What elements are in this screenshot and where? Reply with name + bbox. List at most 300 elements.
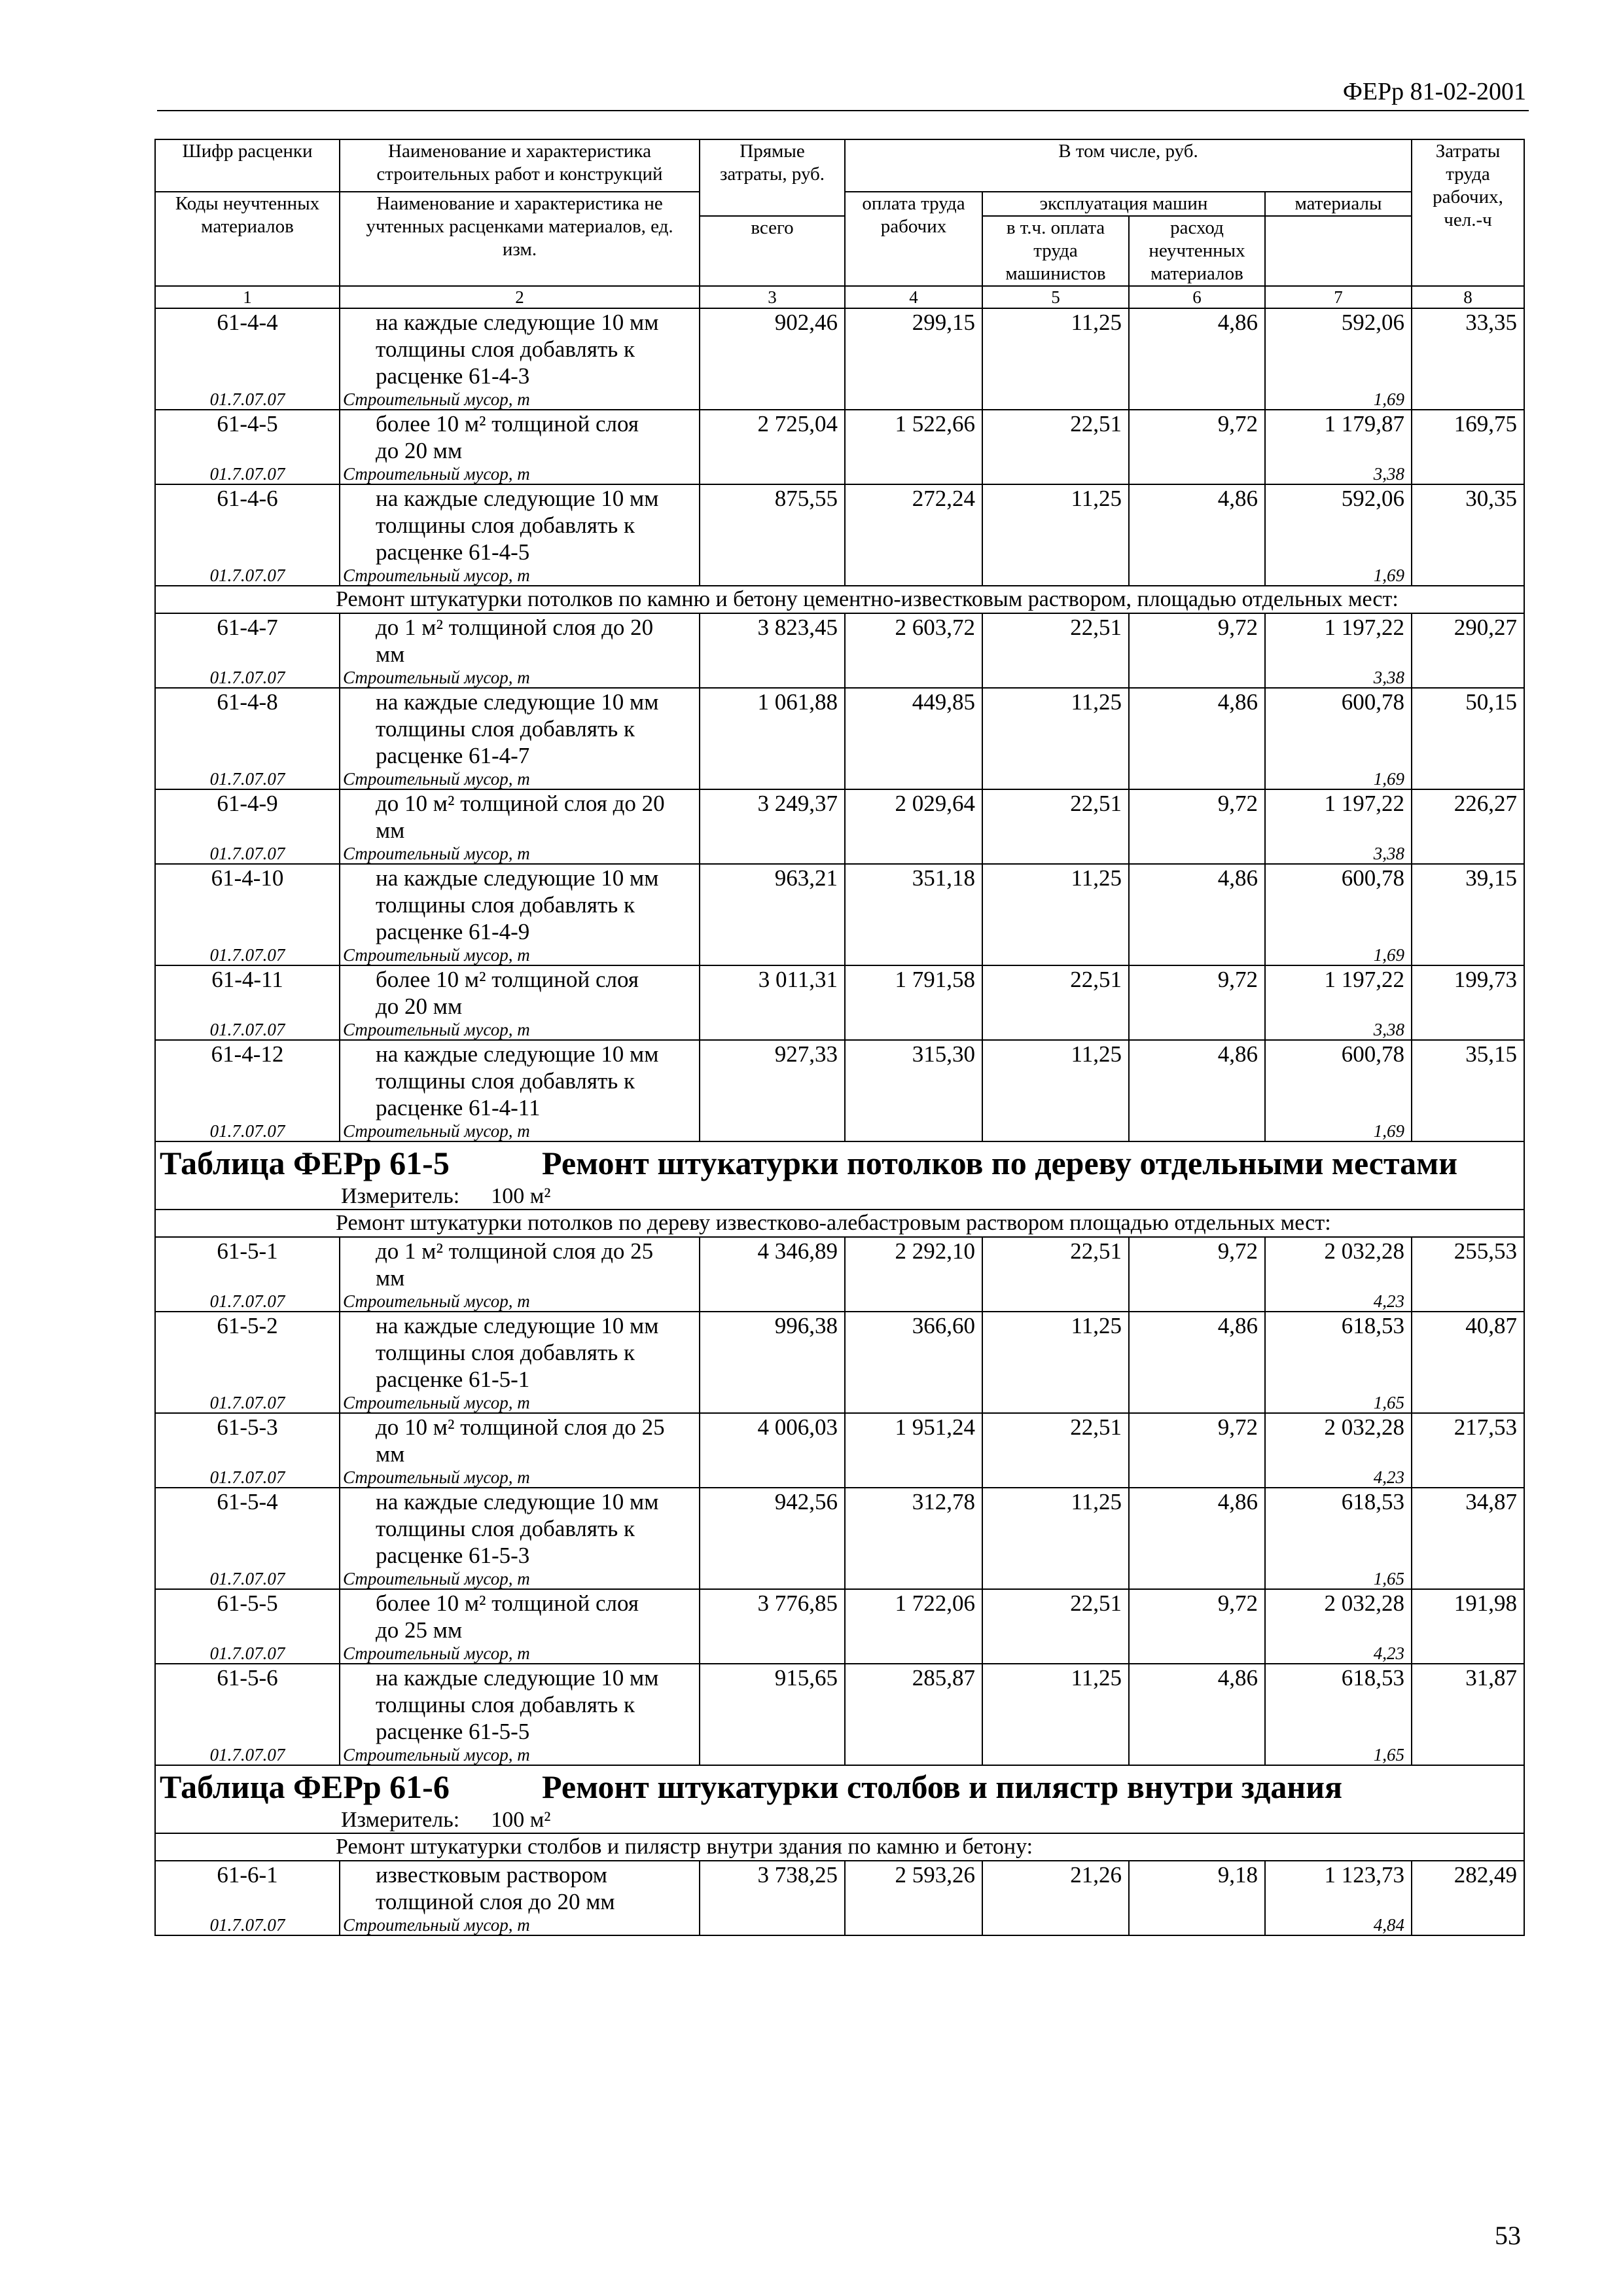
value: 169,75 <box>1454 411 1517 437</box>
work-description-line: более 10 м² толщиной слоя <box>376 967 639 992</box>
column-number: 1 <box>155 286 340 308</box>
rate-cell <box>155 1488 340 1589</box>
value-labor-hours <box>1412 1664 1524 1765</box>
work-description-line: на каждые следующие 10 мм <box>376 1041 659 1067</box>
work-description-line: расценке 61-5-3 <box>376 1543 530 1568</box>
value-materials <box>1265 789 1412 864</box>
value: 902,46 <box>774 310 838 335</box>
work-description-line: мм <box>376 641 405 667</box>
material-name: Строительный мусор, т <box>343 464 530 484</box>
table-row <box>155 864 1524 965</box>
value: 11,25 <box>1071 1489 1122 1515</box>
value-labor-hours <box>1412 1861 1524 1935</box>
value-labor-hours <box>1412 1040 1524 1141</box>
material-code: 01.7.07.07 <box>209 945 285 965</box>
value-mach <box>982 1040 1129 1141</box>
value-labor-hours <box>1412 688 1524 789</box>
material-quantity: 3,38 <box>1373 1020 1404 1039</box>
value-materials <box>1265 1488 1412 1589</box>
work-description-line: расценке 61-4-7 <box>376 743 530 768</box>
value-mach <box>982 789 1129 864</box>
rate-cell <box>155 1312 340 1413</box>
value-mach <box>982 1589 1129 1664</box>
value: 290,27 <box>1454 615 1517 640</box>
value-labor <box>845 1488 982 1589</box>
value: 366,60 <box>912 1313 975 1338</box>
section-row <box>155 586 1524 613</box>
rate-code: 61-4-9 <box>217 791 278 816</box>
col-direct-costs-header: Прямые затраты, руб. <box>700 139 845 216</box>
work-description-line: до 10 м² толщиной слоя до 20 <box>376 791 665 816</box>
value-labor <box>845 613 982 688</box>
material-quantity: 1,65 <box>1373 1393 1404 1412</box>
rate-cell <box>155 864 340 965</box>
material-code: 01.7.07.07 <box>209 769 285 789</box>
column-number: 2 <box>340 286 700 308</box>
rate-cell <box>155 1861 340 1935</box>
work-description-line: толщины слоя добавлять к <box>376 1516 635 1541</box>
material-name: Строительный мусор, т <box>343 1915 530 1935</box>
value: 33,35 <box>1465 310 1517 335</box>
work-description <box>340 965 700 1040</box>
value-machinist <box>1129 1413 1265 1488</box>
value-labor-hours <box>1412 1312 1524 1413</box>
material-quantity: 3,38 <box>1373 844 1404 863</box>
value: 1 179,87 <box>1324 411 1404 437</box>
work-description-line: расценке 61-5-5 <box>376 1719 530 1744</box>
material-code: 01.7.07.07 <box>209 389 285 409</box>
col-work-name-header: Наименование и характеристика строительных работ и конструкций <box>340 139 700 192</box>
value: 199,73 <box>1454 967 1517 992</box>
work-description <box>340 688 700 789</box>
value: 4,86 <box>1217 1665 1258 1691</box>
table-row <box>155 1664 1524 1765</box>
table-row <box>155 1312 1524 1413</box>
value: 942,56 <box>774 1489 838 1515</box>
rate-code: 61-5-6 <box>217 1665 278 1691</box>
material-name: Строительный мусор, т <box>343 565 530 585</box>
value-labor <box>845 308 982 410</box>
rate-cell <box>155 1664 340 1765</box>
value: 1 951,24 <box>895 1414 975 1440</box>
value-direct <box>700 1312 845 1413</box>
value: 9,72 <box>1217 411 1258 437</box>
work-description <box>340 484 700 586</box>
value: 22,51 <box>1070 1590 1122 1616</box>
col-material-codes-header: Коды неучтенных материалов <box>155 192 340 286</box>
value: 11,25 <box>1071 486 1122 511</box>
value-labor <box>845 410 982 484</box>
material-code: 01.7.07.07 <box>209 1745 285 1765</box>
material-name: Строительный мусор, т <box>343 945 530 965</box>
value: 9,72 <box>1217 1238 1258 1264</box>
value: 4,86 <box>1217 310 1258 335</box>
work-description-line: мм <box>376 1441 405 1467</box>
material-quantity: 1,65 <box>1373 1745 1404 1765</box>
value-labor <box>845 789 982 864</box>
measure-value: 100 м² <box>491 1808 551 1832</box>
table-row <box>155 965 1524 1040</box>
work-description-line: на каждые следующие 10 мм <box>376 1665 659 1691</box>
section-row <box>155 1210 1524 1237</box>
work-description-line: мм <box>376 817 405 843</box>
material-quantity: 1,69 <box>1373 565 1404 585</box>
value: 40,87 <box>1465 1313 1517 1338</box>
work-description-line: расценке 61-4-5 <box>376 539 530 565</box>
value: 2 292,10 <box>895 1238 975 1264</box>
value-machinist <box>1129 1312 1265 1413</box>
value: 22,51 <box>1070 1414 1122 1440</box>
material-name: Строительный мусор, т <box>343 668 530 687</box>
value: 39,15 <box>1465 865 1517 891</box>
material-name: Строительный мусор, т <box>343 1393 530 1412</box>
work-description-line: до 1 м² толщиной слоя до 25 <box>376 1238 654 1264</box>
value-materials <box>1265 1589 1412 1664</box>
value: 963,21 <box>774 865 838 891</box>
value: 996,38 <box>774 1313 838 1338</box>
table-title-row <box>155 1141 1524 1210</box>
material-name: Строительный мусор, т <box>343 1121 530 1141</box>
material-code: 01.7.07.07 <box>209 1121 285 1141</box>
value-labor <box>845 1312 982 1413</box>
table-title-row <box>155 1765 1524 1833</box>
work-description-line: на каждые следующие 10 мм <box>376 689 659 715</box>
table-name: Ремонт штукатурки потолков по дереву отдельными местами <box>542 1145 1457 1181</box>
value: 1 522,66 <box>895 411 975 437</box>
page-number: 53 <box>1495 2221 1521 2250</box>
work-description-line: известковым раствором <box>376 1862 607 1888</box>
value-mach <box>982 965 1129 1040</box>
value: 600,78 <box>1341 689 1404 715</box>
material-quantity: 3,38 <box>1373 668 1404 687</box>
value: 592,06 <box>1341 310 1404 335</box>
measure-value: 100 м² <box>491 1184 551 1208</box>
value-machinist <box>1129 484 1265 586</box>
value: 2 029,64 <box>895 791 975 816</box>
value-mach <box>982 1312 1129 1413</box>
work-description <box>340 789 700 864</box>
section-title: Ремонт штукатурки потолков по камню и бетону цементно-известковым раствором, площадью отдельных мест: <box>155 586 1524 613</box>
material-name: Строительный мусор, т <box>343 1291 530 1311</box>
work-description-line: толщиной слоя до 20 мм <box>376 1889 615 1914</box>
value: 2 032,28 <box>1324 1590 1404 1616</box>
value: 9,72 <box>1217 967 1258 992</box>
value: 315,30 <box>912 1041 975 1067</box>
material-code: 01.7.07.07 <box>209 1643 285 1663</box>
rate-cell <box>155 1040 340 1141</box>
value: 22,51 <box>1070 967 1122 992</box>
value-machinist <box>1129 1237 1265 1312</box>
value: 11,25 <box>1071 1313 1122 1338</box>
work-description-line: более 10 м² толщиной слоя <box>376 411 639 437</box>
measure <box>156 1808 1524 1833</box>
work-description-line: на каждые следующие 10 мм <box>376 1489 659 1515</box>
value: 9,72 <box>1217 791 1258 816</box>
value-mach <box>982 864 1129 965</box>
value: 927,33 <box>774 1041 838 1067</box>
value-direct <box>700 308 845 410</box>
material-name: Строительный мусор, т <box>343 389 530 409</box>
value-direct <box>700 864 845 965</box>
rate-cell <box>155 613 340 688</box>
value: 449,85 <box>912 689 975 715</box>
rate-code: 61-6-1 <box>217 1862 278 1888</box>
value: 217,53 <box>1454 1414 1517 1440</box>
work-description-line: мм <box>376 1265 405 1291</box>
value-labor <box>845 864 982 965</box>
rate-code: 61-4-8 <box>217 689 278 715</box>
material-quantity: 3,38 <box>1373 464 1404 484</box>
table-row <box>155 1589 1524 1664</box>
work-description-line: на каждые следующие 10 мм <box>376 310 659 335</box>
value-materials <box>1265 410 1412 484</box>
work-description <box>340 1312 700 1413</box>
table-title <box>156 1766 1524 1808</box>
work-description <box>340 1861 700 1935</box>
work-description-line: на каждые следующие 10 мм <box>376 486 659 511</box>
value-mach <box>982 1413 1129 1488</box>
value-materials <box>1265 1861 1412 1935</box>
value: 1 197,22 <box>1324 615 1404 640</box>
value-materials <box>1265 308 1412 410</box>
work-description-line: на каждые следующие 10 мм <box>376 1313 659 1338</box>
value: 2 725,04 <box>757 411 838 437</box>
material-code: 01.7.07.07 <box>209 1569 285 1588</box>
value: 4,86 <box>1217 1041 1258 1067</box>
value: 299,15 <box>912 310 975 335</box>
value: 22,51 <box>1070 411 1122 437</box>
value: 11,25 <box>1071 1041 1122 1067</box>
table-label: Таблица ФЕРр 61-6 <box>160 1768 450 1805</box>
value: 9,72 <box>1217 1414 1258 1440</box>
value-machinist <box>1129 1589 1265 1664</box>
table-row <box>155 1040 1524 1141</box>
value: 600,78 <box>1341 865 1404 891</box>
value: 3 011,31 <box>758 967 838 992</box>
material-code: 01.7.07.07 <box>209 1467 285 1487</box>
value-labor-hours <box>1412 484 1524 586</box>
value-labor <box>845 965 982 1040</box>
material-quantity: 1,69 <box>1373 769 1404 789</box>
material-code: 01.7.07.07 <box>209 844 285 863</box>
rate-code: 61-4-10 <box>211 865 284 891</box>
value: 50,15 <box>1465 689 1517 715</box>
rate-cell <box>155 1237 340 1312</box>
value: 4 346,89 <box>757 1238 838 1264</box>
material-quantity: 4,23 <box>1373 1467 1404 1487</box>
value: 4,86 <box>1217 486 1258 511</box>
rate-code: 61-5-1 <box>217 1238 278 1264</box>
value-labor-hours <box>1412 410 1524 484</box>
work-description <box>340 1040 700 1141</box>
value-materials <box>1265 1237 1412 1312</box>
measure-label: Измеритель: <box>341 1184 460 1208</box>
value: 2 032,28 <box>1324 1238 1404 1264</box>
work-description-line: толщины слоя добавлять к <box>376 512 635 538</box>
rate-code: 61-5-4 <box>217 1489 278 1515</box>
value: 2 603,72 <box>895 615 975 640</box>
value: 34,87 <box>1465 1489 1517 1515</box>
work-description-line: расценке 61-4-11 <box>376 1095 541 1121</box>
value: 191,98 <box>1454 1590 1517 1616</box>
page-header <box>157 77 1529 111</box>
col-machinists-pay-header: в т.ч. оплата труда машинистов <box>982 216 1129 286</box>
material-quantity: 1,69 <box>1373 1121 1404 1141</box>
value-machinist <box>1129 789 1265 864</box>
material-name: Строительный мусор, т <box>343 1745 530 1765</box>
rate-code: 61-4-7 <box>217 615 278 640</box>
work-description-line: до 25 мм <box>376 1617 463 1643</box>
rate-cell <box>155 965 340 1040</box>
rate-cell <box>155 410 340 484</box>
table-row <box>155 1488 1524 1589</box>
value: 312,78 <box>912 1489 975 1515</box>
value-machinist <box>1129 864 1265 965</box>
rate-cell <box>155 1589 340 1664</box>
section-row <box>155 1833 1524 1861</box>
value-mach <box>982 1664 1129 1765</box>
value-labor-hours <box>1412 1488 1524 1589</box>
value: 4,86 <box>1217 689 1258 715</box>
rate-code: 61-4-6 <box>217 486 278 511</box>
rate-cell <box>155 484 340 586</box>
table-row <box>155 308 1524 410</box>
work-description-line: толщины слоя добавлять к <box>376 1692 635 1717</box>
value-materials <box>1265 688 1412 789</box>
value-machinist <box>1129 1861 1265 1935</box>
value-direct <box>700 1040 845 1141</box>
value-labor-hours <box>1412 308 1524 410</box>
rate-code: 61-4-4 <box>217 310 278 335</box>
value-labor-hours <box>1412 613 1524 688</box>
column-numbers-row <box>155 286 1524 308</box>
value-materials <box>1265 484 1412 586</box>
value: 1 197,22 <box>1324 967 1404 992</box>
col-labor-pay-header: оплата труда рабочих <box>845 192 982 286</box>
material-name: Строительный мусор, т <box>343 1643 530 1663</box>
value: 3 249,37 <box>757 791 838 816</box>
value-mach <box>982 613 1129 688</box>
material-name: Строительный мусор, т <box>343 1020 530 1039</box>
work-description <box>340 1664 700 1765</box>
value-materials <box>1265 1040 1412 1141</box>
value-mach <box>982 484 1129 586</box>
material-code: 01.7.07.07 <box>209 1020 285 1039</box>
measure <box>156 1184 1524 1209</box>
table-title <box>156 1142 1524 1184</box>
work-description-line: расценке 61-4-3 <box>376 363 530 389</box>
column-number: 8 <box>1412 286 1524 308</box>
value-machinist <box>1129 613 1265 688</box>
table-name: Ремонт штукатурки столбов и пилястр внутри здания <box>542 1768 1343 1805</box>
rate-cell <box>155 1413 340 1488</box>
work-description-line: толщины слоя добавлять к <box>376 336 635 362</box>
work-description <box>340 613 700 688</box>
table-row <box>155 1237 1524 1312</box>
value: 1 197,22 <box>1324 791 1404 816</box>
work-description-line: толщины слоя добавлять к <box>376 892 635 918</box>
value-direct <box>700 613 845 688</box>
col-labor-costs-header: Затраты труда рабочих, чел.-ч <box>1412 139 1524 286</box>
material-quantity: 1,65 <box>1373 1569 1404 1588</box>
rate-cell <box>155 308 340 410</box>
value: 3 738,25 <box>757 1862 838 1888</box>
value-labor <box>845 1413 982 1488</box>
table-row <box>155 410 1524 484</box>
column-number: 7 <box>1265 286 1412 308</box>
material-name: Строительный мусор, т <box>343 1569 530 1588</box>
value: 618,53 <box>1341 1665 1404 1691</box>
value-machinist <box>1129 308 1265 410</box>
value-materials <box>1265 613 1412 688</box>
col-incl-header: В том числе, руб. <box>845 139 1412 192</box>
col-rate-code-header: Шифр расценки <box>155 139 340 192</box>
material-quantity: 1,69 <box>1373 945 1404 965</box>
value: 31,87 <box>1465 1665 1517 1691</box>
work-description-line: расценке 61-4-9 <box>376 919 530 944</box>
value: 1 123,73 <box>1324 1862 1404 1888</box>
value: 2 032,28 <box>1324 1414 1404 1440</box>
section-title: Ремонт штукатурки столбов и пилястр внутри здания по камню и бетону: <box>155 1833 1524 1861</box>
rate-code: 61-4-12 <box>211 1041 284 1067</box>
value: 4,86 <box>1217 865 1258 891</box>
value-mach <box>982 1488 1129 1589</box>
value-machinist <box>1129 410 1265 484</box>
value-labor-hours <box>1412 789 1524 864</box>
column-number: 3 <box>700 286 845 308</box>
work-description-line: до 20 мм <box>376 994 463 1019</box>
rate-code: 61-4-5 <box>217 411 278 437</box>
value-labor-hours <box>1412 864 1524 965</box>
value-direct <box>700 1488 845 1589</box>
col-materials-unaccounted-header: расход неучтенных материалов <box>1129 216 1265 286</box>
value: 11,25 <box>1071 865 1122 891</box>
measure-label: Измеритель: <box>341 1808 460 1832</box>
value: 22,51 <box>1070 1238 1122 1264</box>
value-labor-hours <box>1412 1589 1524 1664</box>
work-description-line: до 1 м² толщиной слоя до 20 <box>376 615 654 640</box>
rate-code: 61-4-11 <box>211 967 283 992</box>
value-labor <box>845 484 982 586</box>
column-number: 5 <box>982 286 1129 308</box>
material-quantity: 4,23 <box>1373 1291 1404 1311</box>
column-number: 6 <box>1129 286 1265 308</box>
value-direct <box>700 1413 845 1488</box>
col-machines-total-header: всего <box>700 216 845 286</box>
table-row <box>155 484 1524 586</box>
value-labor-hours <box>1412 965 1524 1040</box>
value-labor <box>845 1589 982 1664</box>
value: 11,25 <box>1071 1665 1122 1691</box>
work-description-line: толщины слоя добавлять к <box>376 1340 635 1365</box>
value: 11,25 <box>1071 689 1122 715</box>
value-direct <box>700 1237 845 1312</box>
value-materials <box>1265 1312 1412 1413</box>
value: 4,86 <box>1217 1489 1258 1515</box>
value: 1 722,06 <box>895 1590 975 1616</box>
value: 9,72 <box>1217 1590 1258 1616</box>
value: 285,87 <box>912 1665 975 1691</box>
value-mach <box>982 308 1129 410</box>
value-direct <box>700 789 845 864</box>
material-quantity: 4,84 <box>1373 1915 1404 1935</box>
value: 9,18 <box>1217 1862 1258 1888</box>
work-description-line: до 10 м² толщиной слоя до 25 <box>376 1414 665 1440</box>
rate-code: 61-5-2 <box>217 1313 278 1338</box>
rate-cell <box>155 688 340 789</box>
work-description <box>340 1488 700 1589</box>
value-materials <box>1265 965 1412 1040</box>
